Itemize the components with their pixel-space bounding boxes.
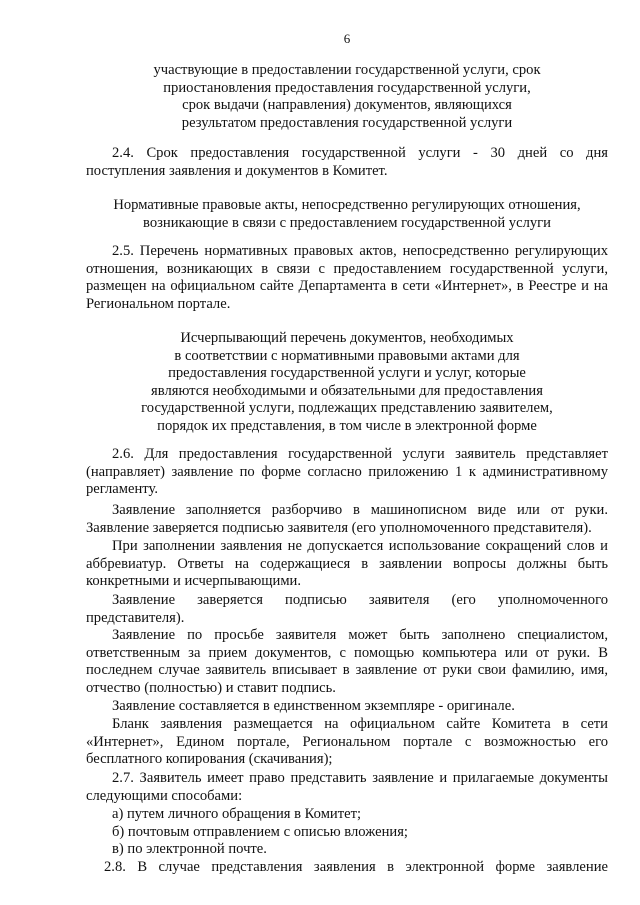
page-number: 6 [343,31,351,46]
paragraph-line: ответственным за прием документов, с помощью компьютера или от руки. В [86,644,608,661]
heading-line: возникающие в связи с предоставлением государственной услуги [143,214,551,231]
paragraph-line: «Интернет», Едином портале, Региональном портале с возможностью его [86,733,608,750]
heading-line: срок выдачи (направления) документов, являющихся [182,97,512,114]
paragraph-line: Заявление заполняется разборчиво в машинописном виде или от руки. [112,502,608,518]
section-heading-legal-acts [86,197,608,232]
section-heading-documents [86,330,608,436]
paragraph-2-4 [86,145,608,180]
paragraph-abbreviations [86,538,608,591]
paragraph-line: аббревиатур. Ответы на содержащиеся в заявлении вопросы должны быть [86,555,608,572]
paragraph-line: 2.6. Для предоставления государственной услуги заявитель представляет [112,446,608,462]
paragraph-line: (направляет) заявление по форме согласно приложению 1 к административному [86,463,608,480]
paragraph-line: Заявление заверяется подписью заявителя (его уполномоченного [112,592,608,608]
heading-line: в соответствии с нормативными правовыми актами для [174,347,520,364]
paragraph-line: Заявление заверяется подписью заявителя (его уполномоченного представителя). [86,519,592,536]
paragraph-line: размещен на официальном сайте Департамента в сети «Интернет», в Реестре и на [86,278,608,295]
heading-line: участвующие в предоставлении государственной услуги, срок [153,62,541,78]
heading-line: порядок их представления, в том числе в электронной форме [157,417,537,434]
heading-line: государственной услуги, подлежащих представлению заявителем, [141,400,553,417]
paragraph-line: 2.5. Перечень нормативных правовых актов, непосредственно регулирующих [112,243,608,259]
paragraph-line: представителя). [86,609,185,626]
paragraph-line: Региональном портале. [86,295,231,312]
paragraph-line: 2.8. В случае представления заявления в электронной форме заявление [104,859,608,875]
paragraph-line: бесплатного копирования (скачивания); [86,751,333,768]
list-item: а) путем личного обращения в Комитет; [112,806,362,822]
list-item: в) по электронной почте. [112,841,267,858]
paragraph-blank-form [86,716,608,769]
submission-methods-list [86,806,608,859]
heading-line: результатом предоставления государственной услуги [181,114,513,131]
heading-line: Исчерпывающий перечень документов, необходимых [180,330,514,346]
paragraph-single-copy [86,698,608,716]
paragraph-line: При заполнении заявления не допускается использование сокращений слов и [112,538,608,554]
paragraph-signature [86,592,608,627]
heading-line: Нормативные правовые акты, непосредственно регулирующих отношения, [113,197,581,213]
paragraph-line: конкретными и исчерпывающими. [86,573,302,590]
paragraph-line: регламенту. [86,481,158,498]
paragraph-filling [86,502,608,537]
paragraph-line: поступления заявления и документов в Комитет. [86,162,388,179]
paragraph-line: отношения, возникающих в связи с предоставлением государственной услуги, [86,260,608,277]
list-item: б) почтовым отправлением с описью вложения; [112,823,408,840]
heading-line: предоставления государственной услуги и услуг, которые [168,365,526,382]
paragraph-line: последнем случае заявитель вписывает в заявление от руки свои фамилию, имя, [86,662,608,679]
section-heading-deadlines [86,62,608,132]
paragraph-line: Заявление по просьбе заявителя может быть заполнено специалистом, [112,627,608,643]
paragraph-line: 2.4. Срок предоставления государственной услуги - 30 дней со дня [112,145,608,161]
paragraph-line: отчество (полностью) и ставит подпись. [86,679,336,696]
heading-line: являются необходимыми и обязательными для предоставления [151,382,543,399]
heading-line: приостановления предоставления государственной услуги, [163,79,531,96]
paragraph-line: Бланк заявления размещается на официальном сайте Комитета в сети [112,716,608,732]
paragraph-2-7 [86,770,608,805]
paragraph-2-5 [86,243,608,313]
document-page [86,0,608,905]
paragraph-line: следующими способами: [86,787,243,804]
paragraph-line: Заявление составляется в единственном экземпляре - оригинале. [112,698,515,714]
paragraph-line: 2.7. Заявитель имеет право представить заявление и прилагаемые документы [112,770,608,786]
paragraph-2-6 [86,446,608,499]
paragraph-specialist [86,627,608,697]
paragraph-2-8 [78,859,608,877]
